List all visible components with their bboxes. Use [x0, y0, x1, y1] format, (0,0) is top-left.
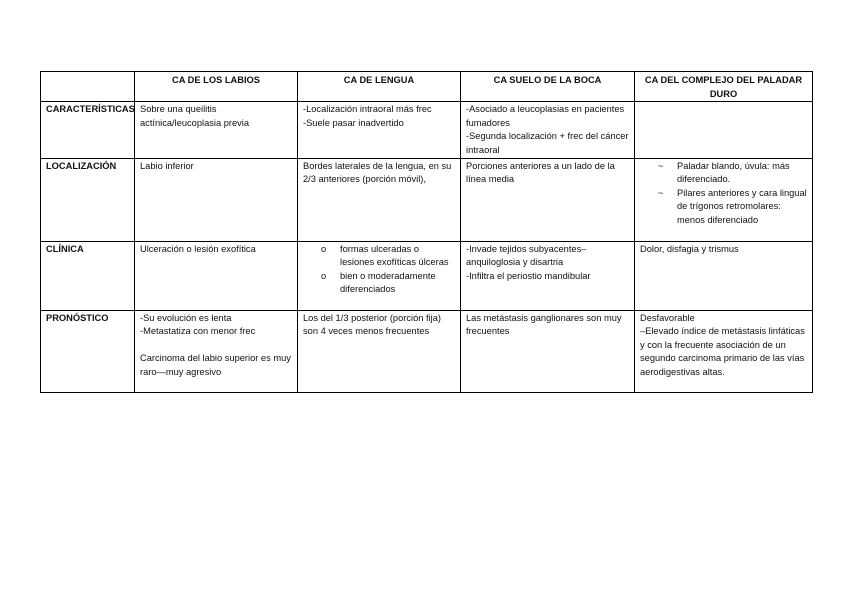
list-item [303, 243, 455, 270]
cell-paladar-duro [635, 158, 813, 241]
list-item-text: formas ulceradas o lesiones exofíticas úlceras [340, 243, 449, 268]
cell-line: Carcinoma del labio superior es muy raro—muy agresivo [140, 353, 291, 377]
header-paladar-duro: CA DEL COMPLEJO DEL PALADAR DURO [635, 72, 813, 102]
cell-lengua [298, 102, 461, 158]
cell-line: -Infiltra el periostio mandibular [466, 270, 591, 281]
cell-suelo-boca: Las metástasis ganglionares son muy frecuentes [461, 310, 635, 392]
header-row [41, 72, 813, 102]
cell-line: -Asociado a leucoplasias en pacientes fumadores [466, 104, 625, 128]
cell-lengua: Los del 1/3 posterior (porción fija) son 4 veces menos frecuentes [298, 310, 461, 392]
list-item-text: Paladar blando, úvula: más diferenciado. [677, 160, 790, 185]
cell-suelo-boca: Porciones anteriores a un lado de la línea media [461, 158, 635, 241]
cell-lengua [298, 241, 461, 310]
cell-paladar-duro [635, 102, 813, 158]
cell-labios: Ulceración o lesión exofítica [135, 241, 298, 310]
row-localizacion [41, 158, 813, 241]
tilde-bullet-icon: ~ [658, 160, 664, 171]
row-clinica [41, 241, 813, 310]
list-item [640, 160, 807, 187]
header-lengua: CA DE LENGUA [298, 72, 461, 102]
header-labios: CA DE LOS LABIOS [135, 72, 298, 102]
cell-line: -Invade tejidos subyacentes– anquiloglosia y disartria [466, 243, 587, 268]
row-pronostico [41, 310, 813, 392]
oral-cancer-comparison-table [40, 71, 813, 393]
cell-line: -Su evolución es lenta [140, 312, 232, 323]
cell-line: Desfavorable [640, 312, 695, 323]
header-suelo-boca: CA SUELO DE LA BOCA [461, 72, 635, 102]
cell-line: -Suele pasar inadvertido [303, 117, 404, 128]
cell-suelo-boca [461, 102, 635, 158]
list-item [303, 270, 455, 297]
header-corner [41, 72, 135, 102]
cell-line: -Metastatiza con menor frec [140, 326, 256, 337]
cell-labios: Sobre una queilitis actínica/leucoplasia previa [135, 102, 298, 158]
cell-line: –Elevado índice de metástasis linfáticas y con la frecuente asociación de un segundo carcinoma primario de las vías aerodigestivas altas. [640, 326, 805, 377]
cell-labios: Labio inferior [135, 158, 298, 241]
circle-bullet-icon: o [321, 270, 327, 281]
bullet-list [303, 243, 455, 297]
row-label: CARACTERÍSTICAS [41, 102, 135, 158]
row-label: LOCALIZACIÓN [41, 158, 135, 241]
circle-bullet-icon: o [321, 243, 327, 254]
row-label: PRONÓSTICO [41, 310, 135, 392]
cell-paladar-duro [635, 310, 813, 392]
bullet-list [640, 160, 807, 228]
list-item-text: Pilares anteriores y cara lingual de trígonos retromolares: menos diferenciado [677, 187, 807, 225]
row-label: CLÍNICA [41, 241, 135, 310]
blank-line [140, 339, 292, 353]
cell-paladar-duro: Dolor, disfagia y trismus [635, 241, 813, 310]
cell-suelo-boca [461, 241, 635, 310]
cell-line: -Segunda localización + frec del cáncer intraoral [466, 131, 629, 155]
cell-lengua: Bordes laterales de la lengua, en su 2/3 anteriores (porción móvil), [298, 158, 461, 241]
cell-line: -Localización intraoral más frec [303, 104, 432, 115]
cell-labios [135, 310, 298, 392]
tilde-bullet-icon: ~ [658, 187, 664, 198]
row-caracteristicas [41, 102, 813, 158]
list-item [640, 187, 807, 228]
list-item-text: bien o moderadamente diferenciados [340, 270, 436, 295]
